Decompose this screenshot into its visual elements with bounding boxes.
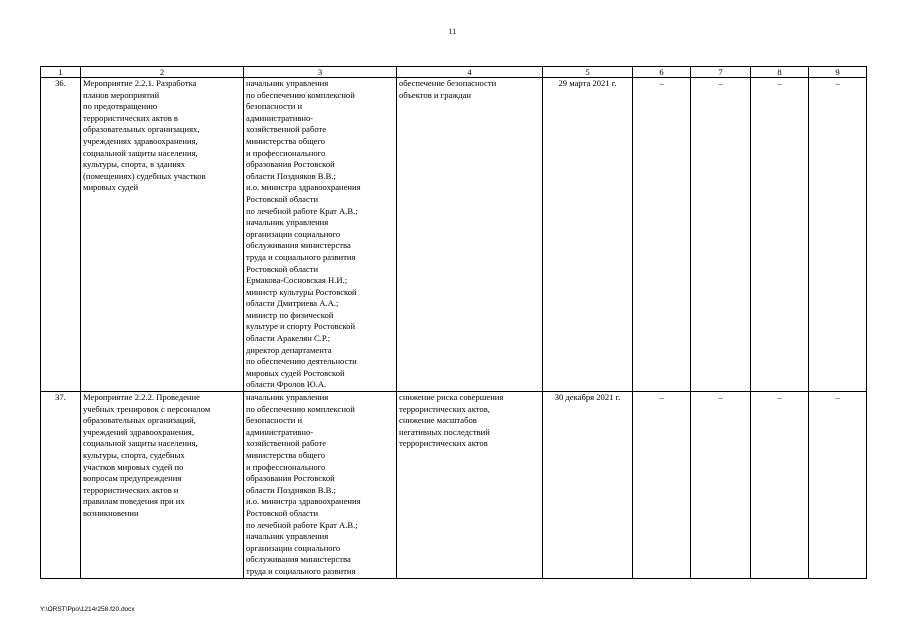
column-header: 5 [543,67,633,78]
result-cell: снижение риска совершения террористических актов, снижение масштабов негативных последствий террористических актов [397,392,543,579]
event-cell: Мероприятие 2.2.2. Проведение учебных тренировок с персоналом образовательных организаций, учреждений здравоохранения, социальной защиты населения, культуры, спорта, судебных участков мировых судей по вопросам предупреждения террористических актов и правилам поведения при их возникновении [81,392,244,579]
result-cell: обеспечение безопасности объектов и граждан [397,78,543,392]
document-path: Y:\ORST\Ppo\1214r258.f20.docx [40,606,135,613]
row-number: 37. [41,392,81,579]
date-cell: 29 марта 2021 г. [543,78,633,392]
col6-cell: – [633,392,691,579]
col8-cell: – [751,78,809,392]
column-header: 7 [691,67,751,78]
col8-cell: – [751,392,809,579]
responsible-cell: начальник управления по обеспечению комплексной безопасности и административно- хозяйственной работе министерства общего и профессионального образования Ростовской области Поздняков В.В.; и.о. министра здравоохранения Ростовской области по лечебной работе Крат А.В.; начальник управления организации социального обслуживания министерства труда и социального развития Ростовской области Ермакова-Сосновская Н.И.; министр культуры Ростовской области Дмитриева А.А.; министр по физической культуре и спорту Ростовской области Аракелян С.Р.; директор департамента по обеспечению деятельности мировых судей Ростовской области Фролов Ю.А. [244,78,397,392]
col7-cell: – [691,78,751,392]
event-cell: Мероприятие 2.2.1. Разработка планов мероприятий по предотвращению террористических актов в образовательных организациях, учреждениях здравоохранения, социальной защиты населения, культуры, спорта, в зданиях (помещениях) судебных участков мировых судей [81,78,244,392]
col9-cell: – [809,78,867,392]
column-header: 9 [809,67,867,78]
col7-cell: – [691,392,751,579]
column-header: 6 [633,67,691,78]
column-header: 4 [397,67,543,78]
table-row [41,78,867,392]
table-row [41,392,867,579]
date-cell: 30 декабря 2021 г. [543,392,633,579]
row-number: 36. [41,78,81,392]
header-row [41,67,867,78]
column-header: 3 [244,67,397,78]
col6-cell: – [633,78,691,392]
column-header: 1 [41,67,81,78]
col9-cell: – [809,392,867,579]
column-header: 2 [81,67,244,78]
plan-table [40,66,867,579]
column-header: 8 [751,67,809,78]
page-number: 11 [448,27,457,36]
responsible-cell: начальник управления по обеспечению комплексной безопасности и административно- хозяйственной работе министерства общего и профессионального образования Ростовской области Поздняков В.В.; и.о. министра здравоохранения Ростовской области по лечебной работе Крат А.В.; начальник управления организации социального обслуживания министерства труда и социального развития [244,392,397,579]
